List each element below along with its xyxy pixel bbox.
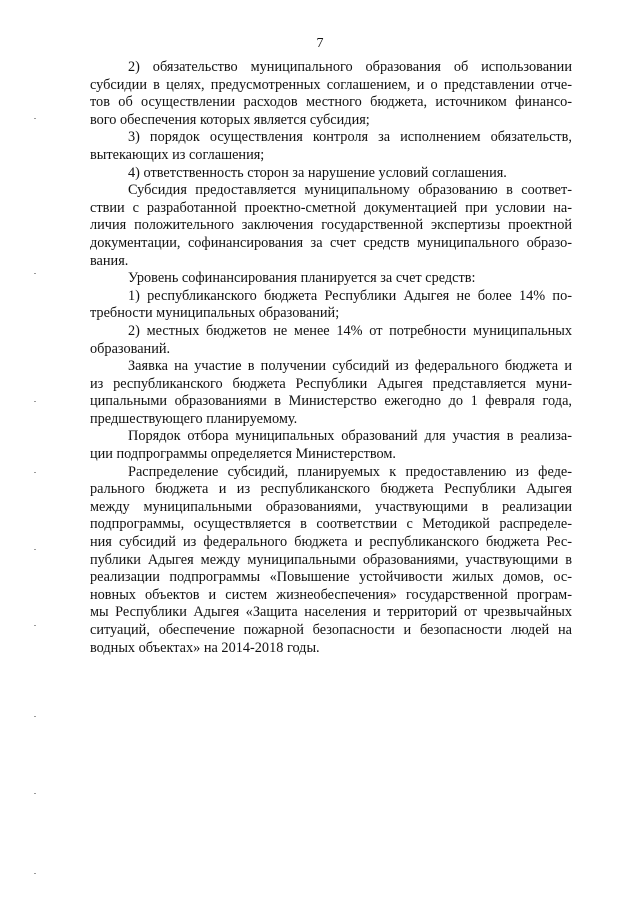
text-line: 4) ответственность сторон за нарушение условий соглашения.	[128, 164, 507, 181]
text-line: 3) порядок осуществления контроля за исполнением обязательств,	[128, 129, 572, 146]
text-line: вания.	[90, 252, 129, 269]
margin-mark	[34, 401, 36, 402]
text-line: новных объектов и систем жизнеобеспечения» государственной програм-	[90, 586, 572, 603]
text-line: 2) обязательство муниципального образования об использовании	[128, 59, 572, 75]
text-line: тов об осуществлении расходов местного бюджета, источником финансо-	[90, 94, 572, 111]
text-line: предшествующего планируемому.	[90, 410, 298, 427]
paragraph-p6	[90, 288, 572, 323]
margin-mark	[34, 793, 36, 794]
margin-mark	[34, 716, 36, 717]
paragraph-p10	[90, 464, 572, 658]
text-line: мы Республики Адыгея «Защита населения и территорий от чрезвычайных	[90, 604, 572, 621]
text-line: документации, софинансирования за счет средств муниципального образо-	[90, 234, 572, 251]
text-line: подпрограммы, осуществляется в соответствии с Методикой распределе-	[90, 516, 572, 533]
text-line: водных объектах» на 2014-2018 годы.	[90, 639, 320, 656]
text-line: личия положительного заключения государственной экспертизы проектной	[90, 217, 572, 234]
document-body	[90, 59, 572, 657]
text-line: рального бюджета и из республиканского бюджета Республики Адыгея	[90, 481, 572, 498]
paragraph-p9	[90, 428, 572, 463]
text-line: образований.	[90, 340, 171, 357]
text-line: ствии с разработанной проектно-сметной документацией при условии на-	[90, 199, 572, 216]
text-line: Заявка на участие в получении субсидий из федерального бюджета и	[128, 358, 572, 375]
text-line: Порядок отбора муниципальных образований для участия в реализа-	[128, 428, 572, 445]
paragraph-p1	[90, 59, 572, 129]
paragraph-p5	[90, 270, 572, 288]
paragraph-p7	[90, 323, 572, 358]
text-line: 1) республиканского бюджета Республики Адыгея не более 14% по-	[128, 287, 572, 304]
paragraph-p2	[90, 129, 572, 164]
text-line: ния субсидий из федерального бюджета и республиканского бюджета Рес-	[90, 534, 572, 551]
text-line: ципальными образованиями в Министерство ежегодно до 1 февраля года,	[90, 393, 572, 410]
margin-mark	[34, 625, 36, 626]
text-line: Субсидия предоставляется муниципальному образованию в соответ-	[128, 182, 572, 199]
text-line: из республиканского бюджета Республики Адыгея представляется муни-	[90, 375, 572, 392]
margin-mark	[34, 549, 36, 550]
text-line: субсидии в целях, предусмотренных соглашением, и о представлении отче-	[90, 76, 572, 93]
margin-mark	[34, 273, 36, 274]
paragraph-p3	[90, 165, 572, 183]
text-line: Уровень софинансирования планируется за счет средств:	[128, 270, 476, 287]
page-number: 7	[316, 36, 324, 51]
text-line: Распределение субсидий, планируемых к предоставлению из феде-	[128, 463, 572, 480]
text-line: вытекающих из соглашения;	[90, 146, 265, 163]
text-line: реализации подпрограммы «Повышение устойчивости жилых домов, ос-	[90, 569, 572, 586]
text-line: вого обеспечения которых является субсидия;	[90, 111, 370, 128]
text-line: ситуаций, обеспечение пожарной безопасности и безопасности людей на	[90, 622, 572, 638]
text-line: ции подпрограммы определяется Министерством.	[90, 446, 396, 463]
text-line: 2) местных бюджетов не менее 14% от потребности муниципальных	[128, 322, 572, 339]
paragraph-p4	[90, 182, 572, 270]
paragraph-p8	[90, 358, 572, 428]
text-line: требности муниципальных образований;	[90, 305, 340, 322]
text-line: между муниципальными образованиями, участвующими в реализации	[90, 498, 572, 515]
text-line: публики Адыгея между муниципальными образованиями, участвующими в	[90, 551, 572, 568]
margin-mark	[34, 472, 36, 473]
margin-mark	[34, 873, 36, 874]
margin-mark	[34, 118, 36, 119]
